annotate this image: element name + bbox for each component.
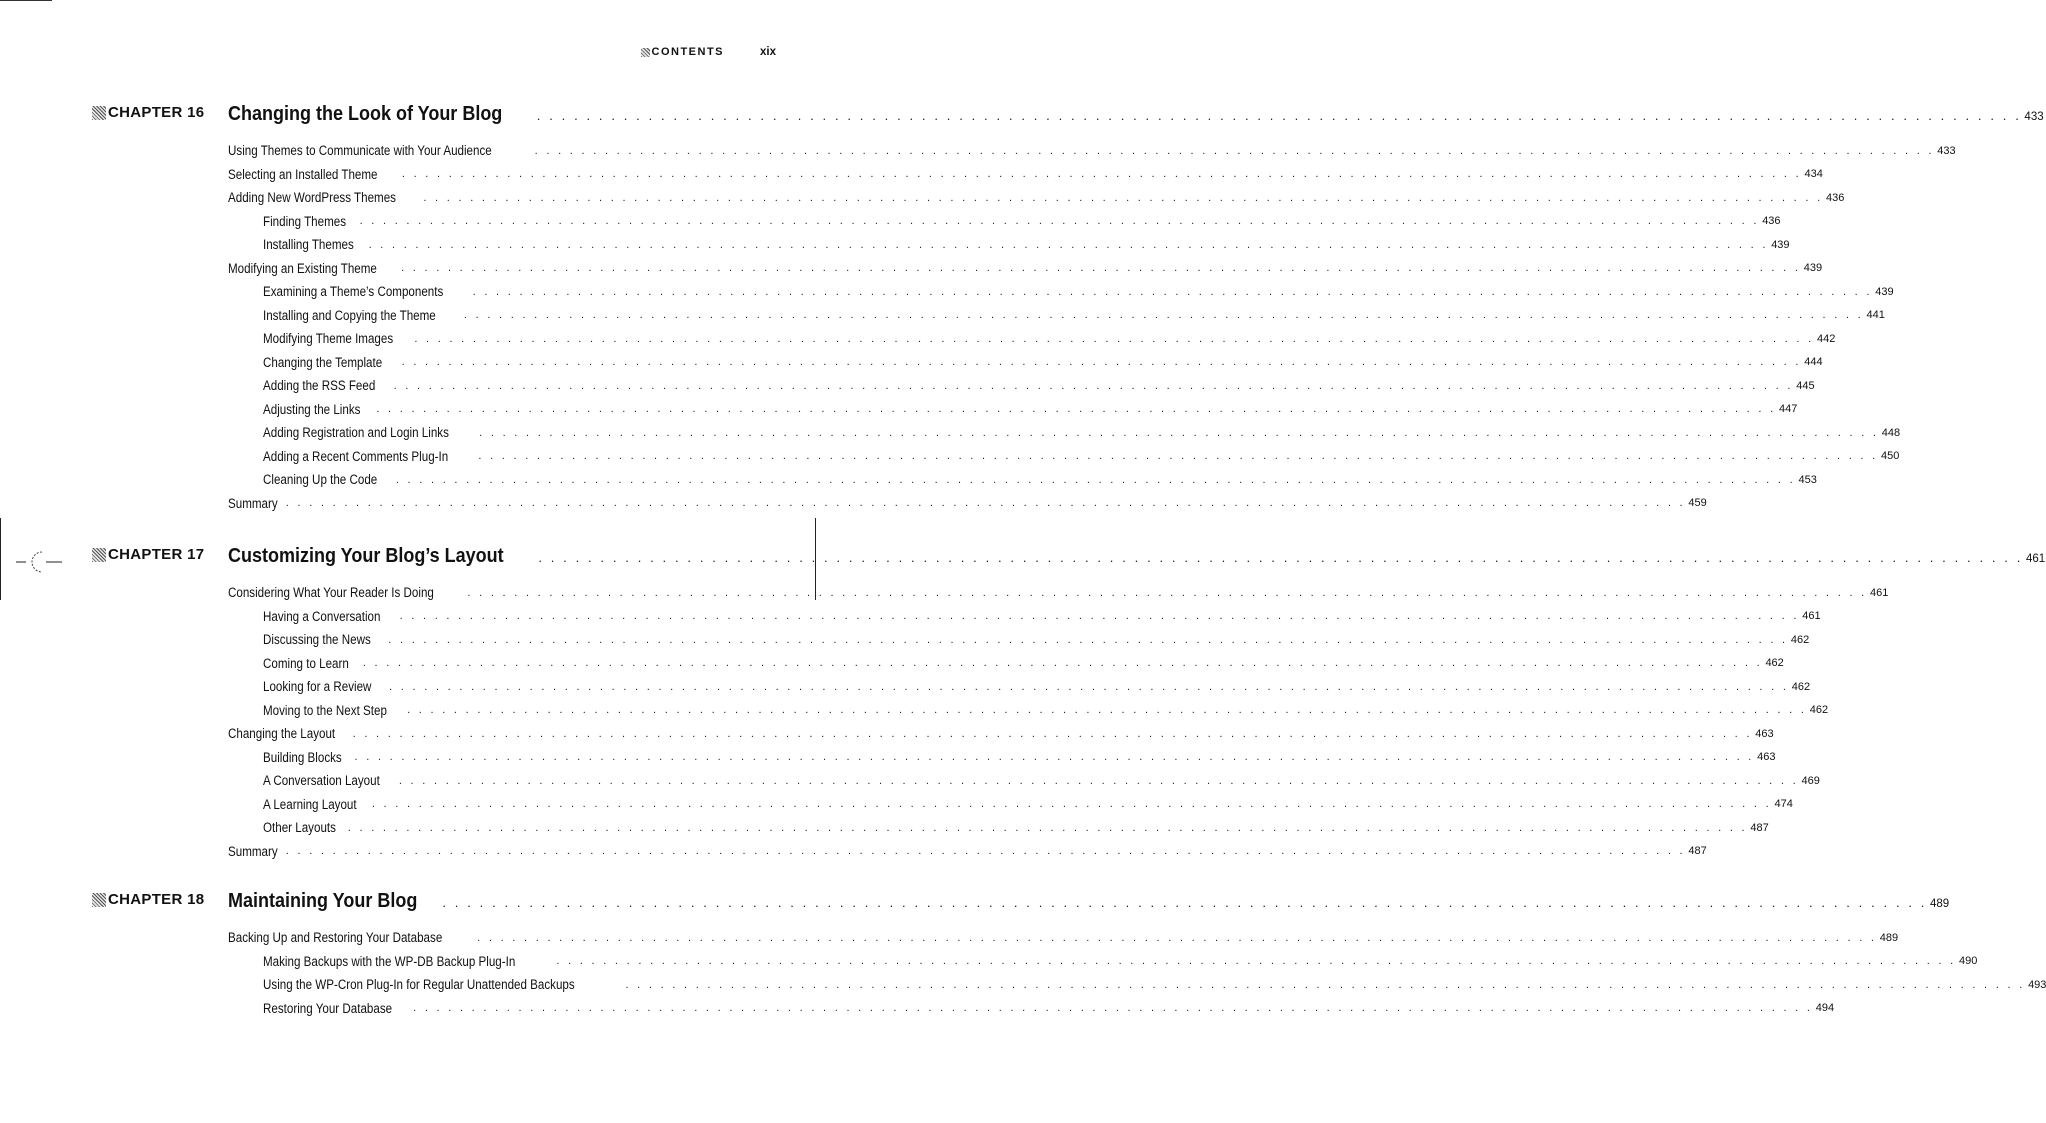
- hatch-icon: [92, 893, 106, 907]
- toc-subentry[interactable]: [0, 788, 1793, 812]
- entry-title[interactable]: A Learning Layout: [263, 796, 357, 812]
- entry-title[interactable]: Changing the Layout: [228, 726, 336, 741]
- top-edge-rule: [0, 0, 52, 1]
- chapter-label: [92, 891, 218, 908]
- entry-title[interactable]: Finding Themes: [263, 213, 347, 229]
- toc-subentry[interactable]: [0, 741, 1776, 765]
- dot-leader: . . . . . . . . . . . . . . . . . . . . . . . . . . . . . . . . . . . . . . . . . . . . . . . . . . . . . . . . . . . . . . . . . . . . . . . . . . . . . . . . . . . . . . . . . . . . . . . . . . . . . . . . . . . . . . . . . . . . . . . .: [352, 727, 1753, 740]
- chapter-18: [0, 885, 2046, 1016]
- chapter-17: [0, 540, 2046, 859]
- toc-entry[interactable]: [0, 921, 1899, 945]
- dot-leader: . . . . . . . . . . . . . . . . . . . . . . . . . . . . . . . . . . . . . . . . . . . . . . . . . . . . . . . . . . . . . . . . . . . . . . . . . . . . . . . . . . . . . . . . . . . . . . . . . . . . . . . . . . . . . . . . . . . . . . . .: [393, 379, 1794, 392]
- entry-page-number: 463: [1757, 751, 1776, 763]
- chapter-16: [0, 98, 2044, 511]
- toc-subentry[interactable]: [0, 945, 1978, 969]
- toc-subentry[interactable]: [0, 393, 1798, 417]
- entry-page-number: 448: [1881, 426, 1901, 439]
- entry-title[interactable]: Examining a Theme’s Components: [263, 284, 444, 299]
- toc-subentry[interactable]: [0, 623, 1810, 647]
- page-number: xix: [760, 46, 776, 58]
- entry-page-number: 445: [1796, 379, 1815, 392]
- toc-subentry[interactable]: [0, 992, 1835, 1016]
- toc-entries: [0, 576, 1889, 859]
- entry-page-number: 462: [1790, 633, 1810, 646]
- dot-leader: . . . . . . . . . . . . . . . . . . . . . . . . . . . . . . . . . . . . . . . . . . . . . . . . . . . . . . . . . . . . . . . . . . . . . . . . . . . . . . . . . . . . . . . . . . . . . . . . . . . . . . . . . . . . . . . . . . . . . . . .: [536, 108, 2022, 123]
- dot-leader: . . . . . . . . . . . . . . . . . . . . . . . . . . . . . . . . . . . . . . . . . . . . . . . . . . . . . . . . . . . . . . . . . . . . . . . . . . . . . . . . . . . . . . . . . . . . . . . . . . . . . . . . . . . . . . . . . . . . . . . .: [389, 680, 1789, 693]
- dot-leader: . . . . . . . . . . . . . . . . . . . . . . . . . . . . . . . . . . . . . . . . . . . . . . . . . . . . . . . . . . . . . . . . . . . . . . . . . . . . . . . . . . . . . . . . . . . . . . . . . . . . . . . . . . . . . . . . . . . . . . . .: [413, 1002, 1813, 1014]
- entry-page-number: 462: [1765, 657, 1784, 669]
- entry-page-number: 441: [1866, 309, 1885, 321]
- toc-subentry[interactable]: [0, 670, 1811, 694]
- entry-title[interactable]: Modifying Theme Images: [263, 331, 394, 346]
- toc-subentry[interactable]: [0, 694, 1829, 718]
- chapter-label: [92, 104, 218, 121]
- dot-leader: . . . . . . . . . . . . . . . . . . . . . . . . . . . . . . . . . . . . . . . . . . . . . . . . . . . . . . . . . . . . . . . . . . . . . . . . . . . . . . . . . . . . . . . . . . . . . . . . . . . . . . . . . . . . . . . . . . . . . . . .: [463, 309, 1864, 321]
- toc-subentry[interactable]: [0, 440, 1900, 464]
- entry-title[interactable]: Modifying an Existing Theme: [228, 260, 377, 276]
- toc-subentry[interactable]: [0, 275, 1894, 299]
- toc-entry[interactable]: [0, 181, 1845, 205]
- dot-leader: . . . . . . . . . . . . . . . . . . . . . . . . . . . . . . . . . . . . . . . . . . . . . . . . . . . . . . . . . . . . . . . . . . . . . . . . . . . . . . . . . . . . . . . . . . . . . . . . . . . . . . . . . . . . . . . . . . . . . . . .: [376, 403, 1776, 415]
- dot-leader: . . . . . . . . . . . . . . . . . . . . . . . . . . . . . . . . . . . . . . . . . . . . . . . . . . . . . . . . . . . . . . . . . . . . . . . . . . . . . . . . . . . . . . . . . . . . . . . . . . . . . . . . . . . . . . . . . . . . . . . .: [388, 633, 1788, 646]
- entry-page-number: 463: [1755, 727, 1774, 740]
- dot-leader: . . . . . . . . . . . . . . . . . . . . . . . . . . . . . . . . . . . . . . . . . . . . . . . . . . . . . . . . . . . . . . . . . . . . . . . . . . . . . . . . . . . . . . . . . . . . . . . . . . . . . . . . . . . . . . . . . . . . . . . .: [467, 586, 1868, 599]
- dot-leader: . . . . . . . . . . . . . . . . . . . . . . . . . . . . . . . . . . . . . . . . . . . . . . . . . . . . . . . . . . . . . . . . . . . . . . . . . . . . . . . . . . . . . . . . . . . . . . . . . . . . . . . . . . . . . . . . . . . . . . . .: [359, 215, 1760, 227]
- chapter-title[interactable]: Changing the Look of Your Blog: [228, 103, 503, 125]
- toc-subentry[interactable]: [0, 346, 1823, 370]
- chapter-page-number: 461: [2025, 553, 2046, 565]
- entry-page-number: 439: [1803, 262, 1823, 274]
- chapter-title-row[interactable]: [228, 98, 2044, 126]
- dot-leader: . . . . . . . . . . . . . . . . . . . . . . . . . . . . . . . . . . . . . . . . . . . . . . . . . . . . . . . . . . . . . . . . . . . . . . . . . . . . . . . . . . . . . . . . . . . . . . . . . . . . . . . . . . . . . . . . . . . . . . . .: [479, 426, 1879, 439]
- toc-subentry[interactable]: [0, 600, 1821, 624]
- dot-leader: . . . . . . . . . . . . . . . . . . . . . . . . . . . . . . . . . . . . . . . . . . . . . . . . . . . . . . . . . . . . . . . . . . . . . . . . . . . . . . . . . . . . . . . . . . . . . . . . . . . . . . . . . . . . . . . . . . . . . . . .: [423, 191, 1823, 204]
- entry-page-number: 439: [1875, 285, 1894, 298]
- entry-title[interactable]: Summary: [228, 843, 278, 859]
- toc-entry[interactable]: [0, 835, 1707, 859]
- entry-page-number: 459: [1688, 497, 1707, 509]
- toc-subentry[interactable]: [0, 968, 2046, 992]
- entry-page-number: 434: [1804, 168, 1823, 180]
- entry-title[interactable]: Changing the Template: [263, 354, 383, 370]
- entry-title[interactable]: Considering What Your Reader Is Doing: [228, 585, 434, 600]
- chapter-title[interactable]: Maintaining Your Blog: [228, 890, 418, 912]
- toc-entries: [0, 134, 1956, 511]
- entry-title[interactable]: Coming to Learn: [263, 655, 349, 671]
- dot-leader: . . . . . . . . . . . . . . . . . . . . . . . . . . . . . . . . . . . . . . . . . . . . . . . . . . . . . . . . . . . . . . . . . . . . . . . . . . . . . . . . . . . . . . . . . . . . . . . . . . . . . . . . . . . . . . . . . . . . . . . .: [442, 895, 1927, 910]
- entry-page-number: 453: [1798, 473, 1817, 486]
- chapter-title[interactable]: Customizing Your Blog’s Layout: [228, 545, 504, 567]
- dot-leader: . . . . . . . . . . . . . . . . . . . . . . . . . . . . . . . . . . . . . . . . . . . . . . . . . . . . . . . . . . . . . . . . . . . . . . . . . . . . . . . . . . . . . . . . . . . . . . . . . . . . . . . . . . . . . . . . . . . . . . . .: [625, 978, 2026, 991]
- entry-page-number: 462: [1809, 704, 1829, 716]
- dot-leader: . . . . . . . . . . . . . . . . . . . . . . . . . . . . . . . . . . . . . . . . . . . . . . . . . . . . . . . . . . . . . . . . . . . . . . . . . . . . . . . . . . . . . . . . . . . . . . . . . . . . . . . . . . . . . . . . . . . . . . . .: [347, 821, 1748, 834]
- toc-entry[interactable]: [0, 134, 1956, 158]
- dot-leader: . . . . . . . . . . . . . . . . . . . . . . . . . . . . . . . . . . . . . . . . . . . . . . . . . . . . . . . . . . . . . . . . . . . . . . . . . . . . . . . . . . . . . . . . . . . . . . . . . . . . . . . . . . . . . . . . . . . . . . . .: [371, 798, 1772, 810]
- hatch-icon: [92, 106, 106, 120]
- entry-title[interactable]: Using Themes to Communicate with Your Audience: [228, 143, 492, 158]
- entry-page-number: 436: [1825, 191, 1845, 204]
- entry-title[interactable]: Making Backups with the WP-DB Backup Plug-In: [263, 953, 516, 969]
- entry-page-number: 450: [1881, 450, 1900, 462]
- entry-title[interactable]: Moving to the Next Step: [263, 702, 387, 718]
- toc-subentry[interactable]: [0, 299, 1885, 323]
- entry-page-number: 490: [1959, 955, 1978, 967]
- dot-leader: . . . . . . . . . . . . . . . . . . . . . . . . . . . . . . . . . . . . . . . . . . . . . . . . . . . . . . . . . . . . . . . . . . . . . . . . . . . . . . . . . . . . . . . . . . . . . . . . . . . . . . . . . . . . . . . . . . . . . . . .: [477, 931, 1877, 944]
- toc-subentry[interactable]: [0, 416, 1901, 440]
- entry-page-number: 469: [1801, 774, 1820, 787]
- toc-subentry[interactable]: [0, 228, 1790, 252]
- toc-entry[interactable]: [0, 252, 1823, 276]
- entry-page-number: 444: [1804, 356, 1823, 368]
- toc-subentry[interactable]: [0, 322, 1836, 346]
- dot-leader: . . . . . . . . . . . . . . . . . . . . . . . . . . . . . . . . . . . . . . . . . . . . . . . . . . . . . . . . . . . . . . . . . . . . . . . . . . . . . . . . . . . . . . . . . . . . . . . . . . . . . . . . . . . . . . . . . . . . . . . .: [398, 774, 1799, 787]
- dot-leader: . . . . . . . . . . . . . . . . . . . . . . . . . . . . . . . . . . . . . . . . . . . . . . . . . . . . . . . . . . . . . . . . . . . . . . . . . . . . . . . . . . . . . . . . . . . . . . . . . . . . . . . . . . . . . . . . . . . . . . . .: [354, 751, 1755, 763]
- entry-title[interactable]: Other Layouts: [263, 820, 336, 835]
- entry-page-number: 439: [1771, 238, 1790, 251]
- entry-title[interactable]: Using the WP-Cron Plug-In for Regular Unattended Backups: [263, 977, 575, 992]
- hatch-icon: [92, 548, 106, 562]
- entry-title[interactable]: Restoring Your Database: [263, 1000, 393, 1016]
- dot-leader: . . . . . . . . . . . . . . . . . . . . . . . . . . . . . . . . . . . . . . . . . . . . . . . . . . . . . . . . . . . . . . . . . . . . . . . . . . . . . . . . . . . . . . . . . . . . . . . . . . . . . . . . . . . . . . . . . . . . . . . .: [414, 332, 1814, 345]
- dot-leader: . . . . . . . . . . . . . . . . . . . . . . . . . . . . . . . . . . . . . . . . . . . . . . . . . . . . . . . . . . . . . . . . . . . . . . . . . . . . . . . . . . . . . . . . . . . . . . . . . . . . . . . . . . . . . . . . . . . . . . . .: [395, 473, 1796, 486]
- toc-entry[interactable]: [0, 717, 1774, 741]
- running-head-label: CONTENTS: [651, 46, 724, 58]
- entry-title[interactable]: Adding a Recent Comments Plug-In: [263, 448, 449, 464]
- entry-page-number: 433: [1937, 144, 1956, 157]
- entry-title[interactable]: Selecting an Installed Theme: [228, 166, 378, 182]
- toc-subentry[interactable]: [0, 463, 1817, 487]
- entry-title[interactable]: Installing Themes: [263, 237, 354, 252]
- dot-leader: . . . . . . . . . . . . . . . . . . . . . . . . . . . . . . . . . . . . . . . . . . . . . . . . . . . . . . . . . . . . . . . . . . . . . . . . . . . . . . . . . . . . . . . . . . . . . . . . . . . . . . . . . . . . . . . . . . . . . . . .: [285, 845, 1686, 857]
- entry-page-number: 447: [1778, 403, 1798, 415]
- chapter-label-text: CHAPTER 18: [108, 891, 205, 908]
- entry-page-number: 462: [1791, 680, 1811, 693]
- chapter-heading: [0, 885, 1950, 913]
- entry-page-number: 442: [1816, 332, 1836, 345]
- entry-title[interactable]: Cleaning Up the Code: [263, 472, 378, 487]
- chapter-heading: [0, 98, 2044, 126]
- dot-leader: . . . . . . . . . . . . . . . . . . . . . . . . . . . . . . . . . . . . . . . . . . . . . . . . . . . . . . . . . . . . . . . . . . . . . . . . . . . . . . . . . . . . . . . . . . . . . . . . . . . . . . . . . . . . . . . . . . . . . . . .: [399, 610, 1800, 622]
- entry-title[interactable]: A Conversation Layout: [263, 773, 380, 788]
- dot-leader: . . . . . . . . . . . . . . . . . . . . . . . . . . . . . . . . . . . . . . . . . . . . . . . . . . . . . . . . . . . . . . . . . . . . . . . . . . . . . . . . . . . . . . . . . . . . . . . . . . . . . . . . . . . . . . . . . . . . . . . .: [362, 657, 1763, 669]
- chapter-heading: [0, 540, 2046, 568]
- entry-page-number: 494: [1815, 1002, 1835, 1014]
- entry-page-number: 487: [1750, 821, 1769, 834]
- entry-page-number: 436: [1762, 215, 1781, 227]
- chapter-title-row[interactable]: [228, 540, 2046, 568]
- chapter-label: [92, 546, 218, 563]
- dot-leader: . . . . . . . . . . . . . . . . . . . . . . . . . . . . . . . . . . . . . . . . . . . . . . . . . . . . . . . . . . . . . . . . . . . . . . . . . . . . . . . . . . . . . . . . . . . . . . . . . . . . . . . . . . . . . . . . . . . . . . . .: [401, 356, 1802, 368]
- toc-subentry[interactable]: [0, 647, 1784, 671]
- entry-page-number: 489: [1879, 931, 1899, 944]
- dot-leader: . . . . . . . . . . . . . . . . . . . . . . . . . . . . . . . . . . . . . . . . . . . . . . . . . . . . . . . . . . . . . . . . . . . . . . . . . . . . . . . . . . . . . . . . . . . . . . . . . . . . . . . . . . . . . . . . . . . . . . . .: [534, 144, 1935, 157]
- dot-leader: . . . . . . . . . . . . . . . . . . . . . . . . . . . . . . . . . . . . . . . . . . . . . . . . . . . . . . . . . . . . . . . . . . . . . . . . . . . . . . . . . . . . . . . . . . . . . . . . . . . . . . . . . . . . . . . . . . . . . . . .: [285, 497, 1686, 509]
- entry-title[interactable]: Having a Conversation: [263, 608, 381, 624]
- entry-title[interactable]: Adding the RSS Feed: [263, 378, 376, 393]
- entry-title[interactable]: Discussing the News: [263, 632, 371, 647]
- entry-title[interactable]: Building Blocks: [263, 749, 342, 765]
- entry-title[interactable]: Adding New WordPress Themes: [228, 190, 396, 205]
- dot-leader: . . . . . . . . . . . . . . . . . . . . . . . . . . . . . . . . . . . . . . . . . . . . . . . . . . . . . . . . . . . . . . . . . . . . . . . . . . . . . . . . . . . . . . . . . . . . . . . . . . . . . . . . . . . . . . . . . . . . . . . .: [472, 285, 1873, 298]
- chapter-page-number: 433: [2024, 111, 2044, 123]
- toc-subentry[interactable]: [0, 764, 1820, 788]
- toc-subentry[interactable]: [0, 811, 1769, 835]
- dot-leader: . . . . . . . . . . . . . . . . . . . . . . . . . . . . . . . . . . . . . . . . . . . . . . . . . . . . . . . . . . . . . . . . . . . . . . . . . . . . . . . . . . . . . . . . . . . . . . . . . . . . . . . . . . . . . . . . . . . . . . . .: [556, 955, 1956, 967]
- entry-page-number: 474: [1774, 798, 1793, 810]
- chapter-label-text: CHAPTER 16: [108, 104, 205, 121]
- dot-leader: . . . . . . . . . . . . . . . . . . . . . . . . . . . . . . . . . . . . . . . . . . . . . . . . . . . . . . . . . . . . . . . . . . . . . . . . . . . . . . . . . . . . . . . . . . . . . . . . . . . . . . . . . . . . . . . . . . . . . . . .: [401, 262, 1801, 274]
- toc-subentry[interactable]: [0, 205, 1781, 229]
- dot-leader: . . . . . . . . . . . . . . . . . . . . . . . . . . . . . . . . . . . . . . . . . . . . . . . . . . . . . . . . . . . . . . . . . . . . . . . . . . . . . . . . . . . . . . . . . . . . . . . . . . . . . . . . . . . . . . . . . . . . . . . .: [538, 550, 2023, 565]
- entry-title[interactable]: Adjusting the Links: [263, 401, 361, 417]
- toc-subentry[interactable]: [0, 369, 1815, 393]
- entry-title[interactable]: Looking for a Review: [263, 679, 372, 694]
- running-head: [600, 44, 776, 60]
- dot-leader: . . . . . . . . . . . . . . . . . . . . . . . . . . . . . . . . . . . . . . . . . . . . . . . . . . . . . . . . . . . . . . . . . . . . . . . . . . . . . . . . . . . . . . . . . . . . . . . . . . . . . . . . . . . . . . . . . . . . . . . .: [401, 168, 1802, 180]
- toc-entry[interactable]: [0, 487, 1707, 511]
- hatch-icon: [641, 48, 650, 57]
- entry-title[interactable]: Adding Registration and Login Links: [263, 425, 449, 440]
- entry-page-number: 461: [1802, 610, 1821, 622]
- chapter-page-number: 489: [1930, 898, 1950, 910]
- entry-title[interactable]: Summary: [228, 495, 278, 511]
- toc-entries: [0, 921, 2046, 1016]
- chapter-label-text: CHAPTER 17: [108, 546, 205, 563]
- chapter-title-row[interactable]: [228, 885, 1950, 913]
- entry-title[interactable]: Installing and Copying the Theme: [263, 307, 436, 323]
- entry-page-number: 487: [1688, 845, 1707, 857]
- dot-leader: . . . . . . . . . . . . . . . . . . . . . . . . . . . . . . . . . . . . . . . . . . . . . . . . . . . . . . . . . . . . . . . . . . . . . . . . . . . . . . . . . . . . . . . . . . . . . . . . . . . . . . . . . . . . . . . . . . . . . . . .: [478, 450, 1878, 462]
- dot-leader: . . . . . . . . . . . . . . . . . . . . . . . . . . . . . . . . . . . . . . . . . . . . . . . . . . . . . . . . . . . . . . . . . . . . . . . . . . . . . . . . . . . . . . . . . . . . . . . . . . . . . . . . . . . . . . . . . . . . . . . .: [368, 238, 1769, 251]
- entry-page-number: 493: [2028, 978, 2046, 991]
- dot-leader: . . . . . . . . . . . . . . . . . . . . . . . . . . . . . . . . . . . . . . . . . . . . . . . . . . . . . . . . . . . . . . . . . . . . . . . . . . . . . . . . . . . . . . . . . . . . . . . . . . . . . . . . . . . . . . . . . . . . . . . .: [407, 704, 1807, 716]
- entry-title[interactable]: Backing Up and Restoring Your Database: [228, 930, 443, 945]
- toc-entry[interactable]: [0, 576, 1889, 600]
- toc-entry[interactable]: [0, 158, 1823, 182]
- entry-page-number: 461: [1870, 586, 1889, 599]
